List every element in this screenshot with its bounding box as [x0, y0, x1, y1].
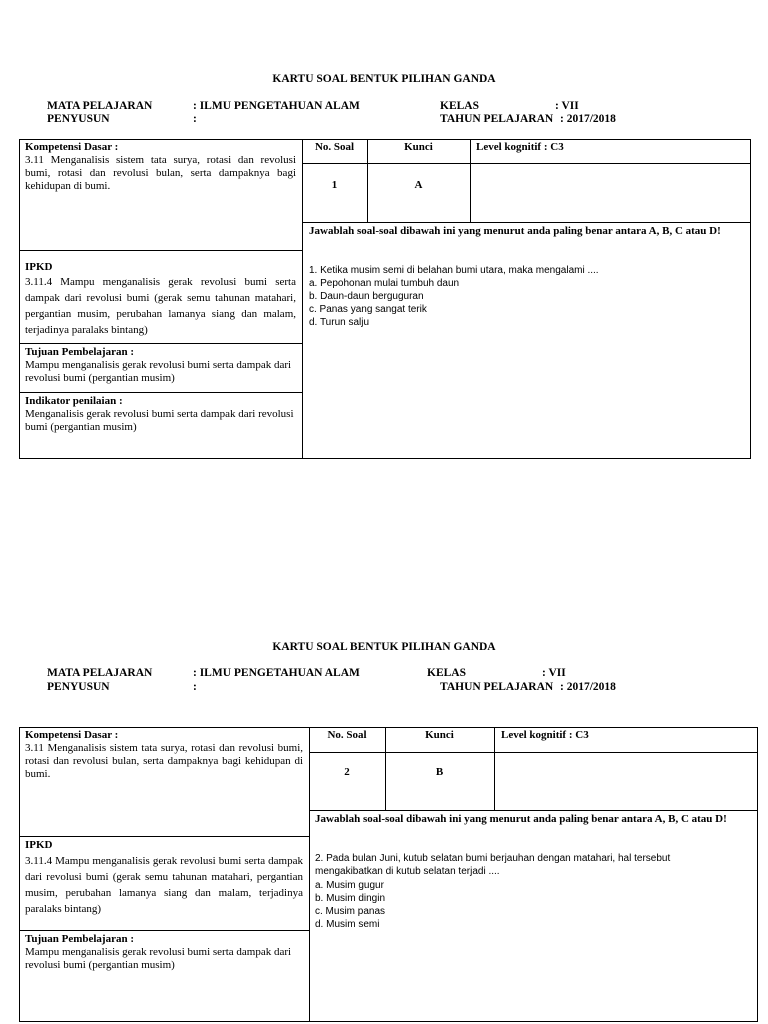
penyusun-value: : — [193, 681, 197, 693]
kunci-value: B — [435, 766, 444, 778]
no-soal-label: No. Soal — [327, 729, 367, 741]
tujuan-text: Mampu menganalisis gerak revolusi bumi serta dampak dari revolusi bumi (pergantian musim) — [25, 946, 292, 971]
row-divider — [19, 836, 309, 837]
option-d: d. Musim semi — [315, 919, 380, 930]
row-divider — [19, 930, 309, 931]
no-soal-value: 1 — [331, 179, 338, 191]
row-divider — [309, 752, 758, 753]
tahun-pelajaran-label: TAHUN PELAJARAN — [440, 681, 554, 693]
question-text: 1. Ketika musim semi di belahan bumi utara, maka mengalami .... — [309, 265, 599, 276]
ipkd-text: 3.11.4 Mampu menganalisis gerak revolusi bumi serta dampak dari revolusi bumi (gerak semu tahunan matahari, pergantian musim, perubahan lamanya siang dan malam, terjadinya paralaks bintang) — [25, 855, 303, 915]
kelas-value: : VII — [542, 667, 566, 679]
kd-text: 3.11 Menganalisis sistem tata surya, rotasi dan revolusi bumi, rotasi dan revolusi bulan, serta dampaknya bagi kehidupan di bumi. — [25, 742, 303, 780]
column-divider — [470, 139, 471, 222]
option-a: a. Musim gugur — [315, 880, 384, 891]
mata-pelajaran-label: MATA PELAJARAN — [47, 100, 153, 112]
ipkd-label: IPKD — [25, 839, 53, 851]
kd-label: Kompetensi Dasar : — [25, 729, 119, 741]
penyusun-label: PENYUSUN — [47, 681, 110, 693]
indikator-text: Menganalisis gerak revolusi bumi serta dampak dari revolusi bumi (pergantian musim) — [25, 408, 294, 433]
penyusun-value: : — [193, 113, 197, 125]
card-title: KARTU SOAL BENTUK PILIHAN GANDA — [272, 641, 496, 653]
kelas-label: KELAS — [427, 667, 466, 679]
kunci-label: Kunci — [425, 729, 454, 741]
tujuan-text: Mampu menganalisis gerak revolusi bumi serta dampak dari revolusi bumi (pergantian musim) — [25, 359, 292, 384]
option-c: c. Panas yang sangat terik — [309, 304, 427, 315]
kunci-label: Kunci — [404, 141, 433, 153]
option-c: c. Musim panas — [315, 906, 386, 917]
row-divider — [19, 343, 302, 344]
tahun-pelajaran-value: : 2017/2018 — [560, 681, 616, 693]
tujuan-label: Tujuan Pembelajaran : — [25, 933, 134, 945]
row-divider — [302, 222, 751, 223]
indikator-label: Indikator penilaian : — [25, 395, 123, 407]
penyusun-label: PENYUSUN — [47, 113, 110, 125]
question-text: 2. Pada bulan Juni, kutub selatan bumi berjauhan dengan matahari, hal tersebut mengakibatkan di kutub selatan terjadi .... — [315, 853, 671, 877]
no-soal-label: No. Soal — [314, 141, 355, 153]
kd-text: 3.11 Menganalisis sistem tata surya, rotasi dan revolusi bumi, rotasi dan revolusi bulan, serta dampaknya bagi kehidupan di bumi. — [25, 154, 296, 192]
mata-pelajaran-value: : ILMU PENGETAHUAN ALAM — [193, 100, 360, 112]
ipkd-label: IPKD — [25, 261, 53, 273]
tahun-pelajaran-value: : 2017/2018 — [560, 113, 616, 125]
card-title: KARTU SOAL BENTUK PILIHAN GANDA — [272, 73, 496, 85]
mata-pelajaran-label: MATA PELAJARAN — [47, 667, 153, 679]
option-d: d. Turun salju — [309, 317, 370, 328]
row-divider — [19, 392, 302, 393]
column-divider — [494, 727, 495, 810]
instruction-text: Jawablah soal-soal dibawah ini yang menurut anda paling benar antara A, B, C atau D! — [309, 225, 721, 237]
option-b: b. Daun-daun berguguran — [309, 291, 424, 302]
row-divider — [19, 250, 302, 251]
level-kognitif-label: Level kognitif : C3 — [476, 141, 564, 153]
option-b: b. Musim dingin — [315, 893, 386, 904]
no-soal-value: 2 — [344, 766, 350, 778]
tahun-pelajaran-label: TAHUN PELAJARAN — [440, 113, 554, 125]
tujuan-label: Tujuan Pembelajaran : — [25, 346, 134, 358]
kunci-value: A — [414, 179, 423, 191]
option-a: a. Pepohonan mulai tumbuh daun — [309, 278, 460, 289]
kelas-label: KELAS — [440, 100, 479, 112]
mata-pelajaran-value: : ILMU PENGETAHUAN ALAM — [193, 667, 360, 679]
row-divider — [309, 810, 758, 811]
kelas-value: : VII — [555, 100, 579, 112]
row-divider — [302, 163, 751, 164]
kd-label: Kompetensi Dasar : — [25, 141, 119, 153]
level-kognitif-label: Level kognitif : C3 — [501, 729, 589, 741]
instruction-text: Jawablah soal-soal dibawah ini yang menurut anda paling benar antara A, B, C atau D! — [315, 813, 727, 825]
ipkd-text: 3.11.4 Mampu menganalisis gerak revolusi bumi serta dampak dari revolusi bumi (gerak semu tahunan matahari, pergantian musim, perubahan lamanya siang dan malam, terjadinya paralaks bintang) — [25, 276, 296, 336]
